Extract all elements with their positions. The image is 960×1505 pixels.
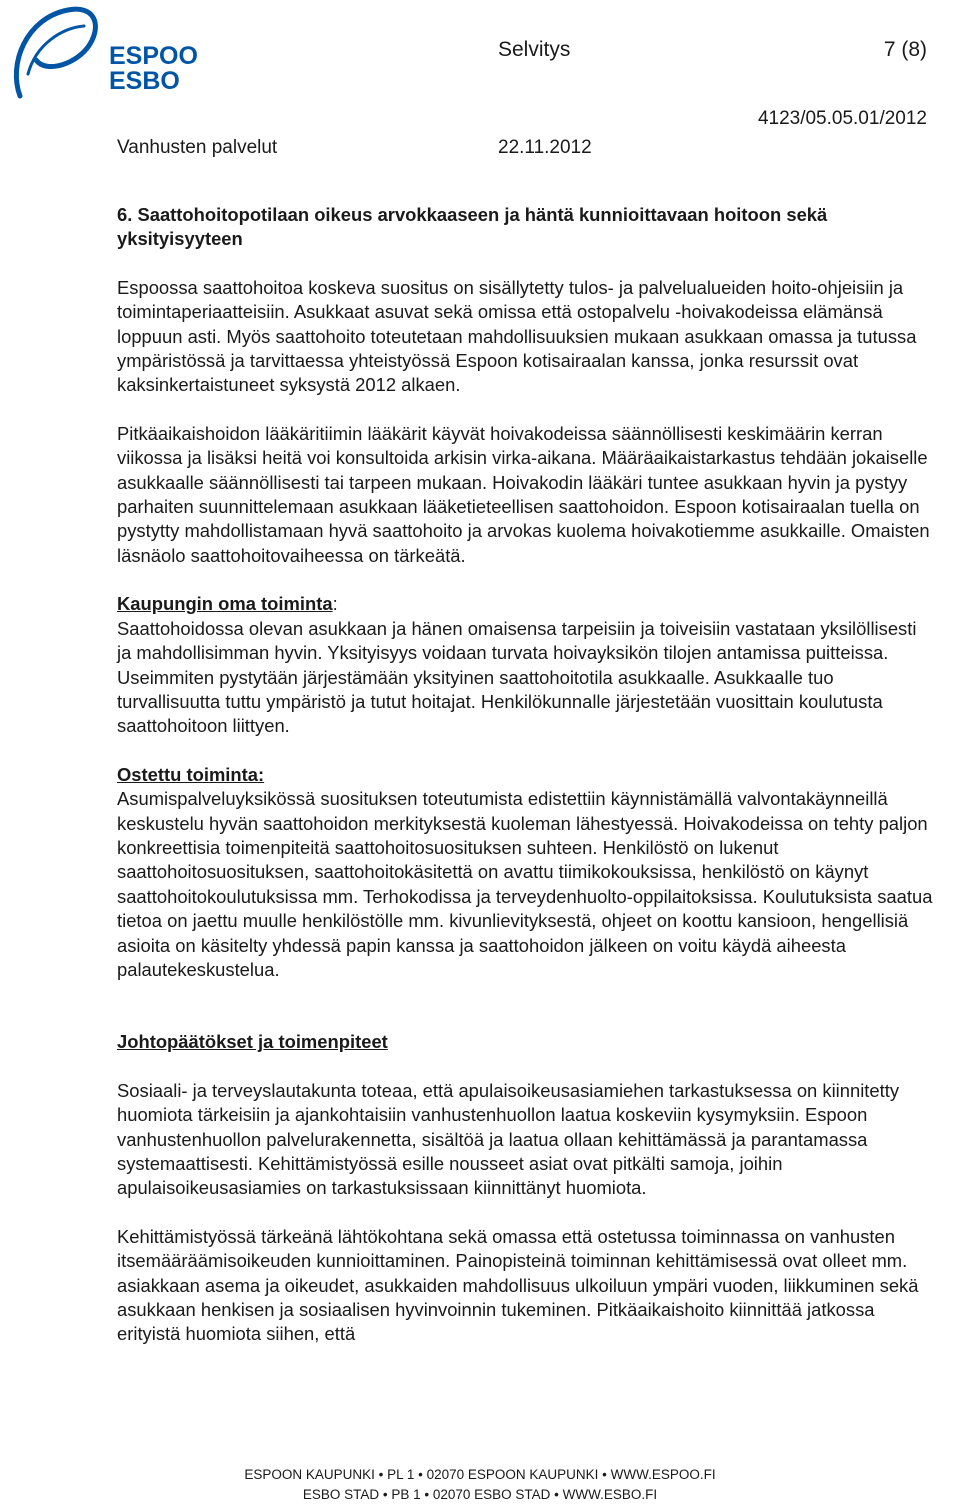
footer-line-swedish: ESBO STAD • PB 1 • 02070 ESBO STAD • WWW.ESBO.FI bbox=[302, 1487, 658, 1502]
paragraph-purchased-operations: Asumispalveluyksikössä suosituksen toteutumista edistettiin käynnistämällä valvontakäynneillä keskustelu hyvän saattohoidon merkityksestä kuoleman lähestyessä. Hoivakodeissa on tehty paljon konkreettisia toimenpiteitä saattohoitosuosituksen suhteen. Henkilöstö on lukenut saattohoitosuosituksen, saattohoitokäsitettä on avattu tiimikokouksissa, henkilöstö on käynyt saattohoitokoulutuksissa mm. Terhokodissa ja terveydenhuolto-oppilaitoksissa. Koulutuksista saatua tietoa on jaettu muulle henkilöstölle mm. kivunlievityksestä, ohjeet on koottu kansioon, hengellisiä asioita on käsitelty yhdessä papin kanssa ja saattohoidon jälkeen on voitu käydä aiheesta palautekeskustelua. bbox=[117, 788, 933, 980]
paragraph-recommendation: Espoossa saattohoitoa koskeva suositus on sisällytetty tulos- ja palvelualueiden hoito-ohjeisiin ja toimintaperiaatteisiin. Asukkaat asuvat sekä omissa että ostopalvelu -hoivakodeissa elämänsä loppuun asti. Myös saattohoito toteutetaan mahdollisuuksien mukaan asukkaan omassa ja tutussa ympäristössä ja tarvittaessa yhteistyössä Espoon kotisairaalan kanssa, jonka resurssit ovat kaksinkertaistuneet syksystä 2012 alkaen. bbox=[117, 276, 917, 396]
espoo-logo bbox=[6, 4, 216, 100]
own-operations-title: Kaupungin oma toiminta bbox=[117, 593, 333, 615]
section-heading: 6. Saattohoitopotilaan oikeus arvokkaaseen ja häntä kunnioittavaan hoitoon sekä yksityisyyteen bbox=[117, 204, 828, 250]
own-operations-heading bbox=[117, 592, 933, 616]
paragraph-board-statement: Sosiaali- ja terveyslautakunta toteaa, että apulaisoikeusasiamiehen tarkastuksessa on kiinnitetty huomiota tärkeisiin ja ajankohtaisiin vanhustenhuollon laatua koskeviin kysymyksiin. Espoon vanhustenhuollon palvelurakennetta, sisältöä ja laatua ollaan kehittämässä ja parantamassa systemaattisesti. Kehittämistyössä esille nousseet asiat ovat pitkälti samoja, joihin apulaisoikeusasiamies on tarkastuksissaan kiinnittänyt huomiota. bbox=[117, 1079, 900, 1199]
paragraph-own-operations: Saattohoidossa olevan asukkaan ja hänen omaisensa tarpeisiin ja toiveisiin vastataan yksilöllisesti ja mahdollisimman hyvin. Yksityisyys voidaan turvata hoivayksikön tilojen antamissa puitteissa. Useimmiten pystytään järjestämään yksityinen saattohoitotila asukkaalle. Asukkaalle tuo turvallisuutta tuttu ympäristö ja tutut hoitajat. Henkilökunnalle järjestetään vuosittain koulutusta saattohoitoon liittyen. bbox=[117, 617, 917, 737]
document-date: 22.11.2012 bbox=[498, 137, 592, 158]
logo-text-esbo: ESBO bbox=[109, 67, 180, 95]
paragraph-physicians: Pitkäaikaishoidon lääkäritiimin lääkärit käyvät hoivakodeissa säännöllisesti keskimäärin kerran viikossa ja lisäksi heitä voi konsultoida arkisin virka-aikana. Määräaikaistarkastus tehdään jokaiselle asukkaalle säännöllisesti tai tarpeen mukaan. Hoivakodin lääkäri tuntee asukkaan hyvin ja pystyy parhaiten suunnittelemaan asukkaan lääketieteellisen saattohoidon. Espoon kotisairaalan tuella on pystytty mahdollistamaan hyvä saattohoito ja arvokas kuolema hoivakotiemme asukkaille. Omaisten läsnäolo saattohoitovaiheessa on tärkeätä. bbox=[117, 422, 930, 566]
department: Vanhusten palvelut bbox=[117, 137, 278, 158]
reference-number: 4123/05.05.01/2012 bbox=[757, 108, 927, 129]
own-operations-colon: : bbox=[332, 593, 338, 615]
page-footer bbox=[0, 1465, 960, 1505]
logo-swirl-icon bbox=[6, 4, 216, 100]
footer-line-finnish: ESPOON KAUPUNKI • PL 1 • 02070 ESPOON KAUPUNKI • WWW.ESPOO.FI bbox=[244, 1467, 716, 1482]
document-type: Selvitys bbox=[498, 38, 571, 61]
conclusions-title: Johtopäätökset ja toimenpiteet bbox=[117, 1031, 388, 1053]
document-body bbox=[117, 203, 933, 1347]
logo-text-espoo: ESPOO bbox=[109, 42, 198, 70]
purchased-operations-title: Ostettu toiminta: bbox=[117, 763, 265, 785]
paragraph-development: Kehittämistyössä tärkeänä lähtökohtana sekä omassa että ostetussa toiminnassa on vanhusten itsemääräämisoikeuden kunnioittaminen. Painopisteinä toiminnan kehittämisessä ovat olleet mm. asiakkaan asema ja oikeudet, asukkaiden mahdollisuus ulkoiluun ympäri vuoden, liikkuminen sekä asukkaan henkisen ja sosiaalisen hyvinvoinnin tukeminen. Pitkäaikaishoito kiinnittää jatkossa erityistä huomiota siihen, että bbox=[117, 1225, 919, 1345]
page-number: 7 (8) bbox=[883, 38, 927, 61]
